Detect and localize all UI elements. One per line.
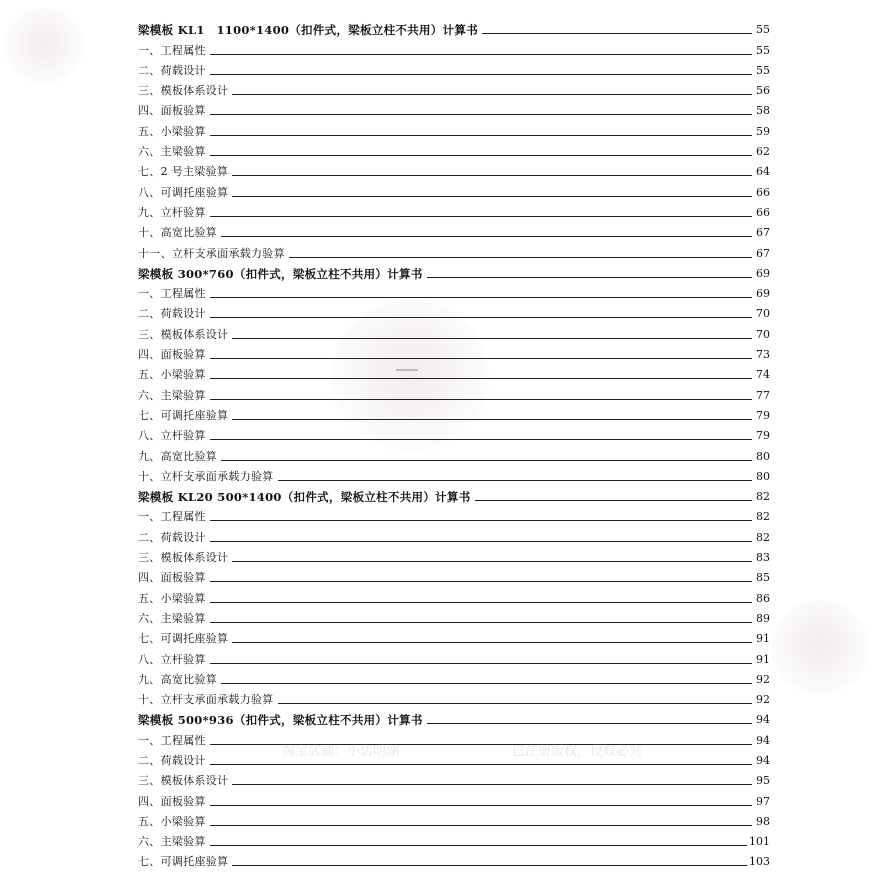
toc-entry-title: 二、荷载设计 (138, 530, 206, 544)
toc-leader-line (232, 337, 752, 339)
watermark-shop-text: 淘宝店铺：小店明湖 (282, 744, 400, 759)
toc-entry-title: 三、模板体系设计 (138, 774, 229, 788)
toc-entry-title: 六、主梁验算 (138, 835, 206, 849)
toc-page-number: 97 (756, 794, 770, 808)
toc-entry-title: 六、主梁验算 (138, 388, 206, 402)
toc-leader-line (210, 377, 752, 379)
toc-page-number: 74 (756, 368, 770, 382)
toc-leader-line (210, 53, 752, 55)
toc-page-number: 73 (756, 348, 770, 362)
toc-page-number: 69 (756, 266, 770, 280)
toc-leader-line (232, 93, 752, 95)
toc-page-number: 91 (756, 632, 770, 646)
toc-leader-line (210, 824, 752, 826)
watermark-mascot-right (770, 600, 870, 700)
toc-page-number: 82 (756, 530, 770, 544)
toc-entry[interactable] (138, 343, 770, 363)
toc-page-number: 69 (756, 287, 770, 301)
toc-entry-title: 三、模板体系设计 (138, 84, 229, 98)
toc-heading[interactable] (138, 485, 770, 505)
toc-leader-line (221, 459, 752, 461)
toc-entry[interactable] (138, 769, 770, 789)
toc-entry[interactable] (138, 424, 770, 444)
toc-page-number: 85 (756, 571, 770, 585)
toc-leader-line (232, 195, 752, 197)
toc-entry[interactable] (138, 38, 770, 58)
toc-leader-line (210, 580, 752, 582)
toc-leader-line (210, 398, 752, 400)
toc-page-number: 89 (756, 611, 770, 625)
toc-entry[interactable] (138, 59, 770, 79)
toc-entry[interactable] (138, 607, 770, 627)
toc-entry[interactable] (138, 79, 770, 99)
toc-entry-title: 五、小梁验算 (138, 124, 206, 138)
toc-entry[interactable] (138, 302, 770, 322)
toc-entry-title: 七、2 号主梁验算 (138, 165, 229, 179)
toc-entry[interactable] (138, 99, 770, 119)
toc-entry[interactable] (138, 201, 770, 221)
toc-heading[interactable] (138, 262, 770, 282)
toc-entry[interactable] (138, 688, 770, 708)
toc-leader-line (210, 763, 752, 765)
toc-entry[interactable] (138, 119, 770, 139)
toc-leader-line (210, 804, 752, 806)
toc-entry-title: 一、工程属性 (138, 733, 206, 747)
watermark-mascot-left (4, 8, 84, 88)
toc-entry-title: 四、面板验算 (138, 794, 206, 808)
toc-leader-line (232, 174, 752, 176)
toc-page-number: 83 (756, 551, 770, 565)
toc-entry[interactable] (138, 627, 770, 647)
toc-page-number: 86 (756, 591, 770, 605)
toc-entry-title: 八、立杆验算 (138, 429, 206, 443)
toc-entry[interactable] (138, 465, 770, 485)
toc-entry[interactable] (138, 668, 770, 688)
toc-entry[interactable] (138, 749, 770, 769)
toc-entry-title: 二、荷载设计 (138, 753, 206, 767)
toc-entry-title: 一、工程属性 (138, 287, 206, 301)
toc-entry[interactable] (138, 728, 770, 748)
toc-entry[interactable] (138, 586, 770, 606)
toc-leader-line (221, 682, 752, 684)
toc-page-number: 64 (756, 165, 770, 179)
toc-entry-title: 十、立杆支承面承载力验算 (138, 693, 274, 707)
toc-page-number: 82 (756, 490, 770, 504)
toc-leader-line (232, 560, 752, 562)
toc-entry[interactable] (138, 647, 770, 667)
toc-page-number: 92 (756, 693, 770, 707)
toc-entry-title: 梁模板 500*936（扣件式，梁板立柱不共用）计算书 (138, 713, 423, 728)
toc-page-number: 55 (756, 43, 770, 57)
watermark-copyright-text: 已注册版权，侵权必究 (512, 744, 643, 759)
toc-entry[interactable] (138, 444, 770, 464)
toc-entry[interactable] (138, 221, 770, 241)
toc-entry[interactable] (138, 566, 770, 586)
toc-entry-title: 二、荷载设计 (138, 63, 206, 77)
toc-leader-line (210, 601, 752, 603)
toc-entry[interactable] (138, 282, 770, 302)
toc-entry[interactable] (138, 140, 770, 160)
toc-entry[interactable] (138, 525, 770, 545)
toc-entry[interactable] (138, 546, 770, 566)
table-of-contents (138, 18, 770, 870)
toc-page-number: 82 (756, 510, 770, 524)
toc-leader-line (210, 438, 752, 440)
toc-entry-title: 四、面板验算 (138, 104, 206, 118)
toc-leader-line (475, 499, 752, 501)
toc-entry[interactable] (138, 505, 770, 525)
toc-leader-line (221, 235, 752, 237)
toc-page-number: 94 (756, 733, 770, 747)
toc-entry-title: 四、面板验算 (138, 348, 206, 362)
toc-leader-line (210, 357, 752, 359)
toc-entry[interactable] (138, 160, 770, 180)
toc-leader-line (278, 702, 752, 704)
toc-entry-title: 八、立杆验算 (138, 652, 206, 666)
toc-leader-line (210, 743, 752, 745)
toc-page-number: 67 (756, 226, 770, 240)
toc-entry-title: 梁模板 KL20 500*1400（扣件式，梁板立柱不共用）计算书 (138, 490, 471, 505)
toc-entry-title: 七、可调托座验算 (138, 632, 229, 646)
toc-entry-title: 十、立杆支承面承载力验算 (138, 469, 274, 483)
toc-entry-title: 九、高宽比验算 (138, 449, 218, 463)
toc-entry-title: 五、小梁验算 (138, 591, 206, 605)
toc-entry-title: 三、模板体系设计 (138, 327, 229, 341)
toc-leader-line (210, 316, 752, 318)
toc-entry[interactable] (138, 363, 770, 383)
toc-entry[interactable] (138, 383, 770, 403)
toc-entry[interactable] (138, 789, 770, 809)
toc-entry-title: 一、工程属性 (138, 510, 206, 524)
toc-entry-title: 七、可调托座验算 (138, 855, 229, 869)
toc-leader-line (210, 540, 752, 542)
toc-page-number: 94 (756, 713, 770, 727)
toc-leader-line (427, 276, 752, 278)
toc-entry[interactable] (138, 810, 770, 830)
toc-entry[interactable] (138, 322, 770, 342)
toc-page-number: 79 (756, 429, 770, 443)
toc-entry[interactable] (138, 850, 770, 870)
toc-entry-title: 七、可调托座验算 (138, 408, 229, 422)
toc-page-number: 67 (756, 246, 770, 260)
toc-leader-line (427, 722, 752, 724)
toc-entry-title: 八、可调托座验算 (138, 185, 229, 199)
toc-entry-title: 五、小梁验算 (138, 368, 206, 382)
toc-page-number: 92 (756, 672, 770, 686)
toc-entry-title: 一、工程属性 (138, 43, 206, 57)
toc-leader-line (232, 641, 752, 643)
toc-leader-line (210, 215, 752, 217)
toc-entry-title: 十、高宽比验算 (138, 226, 218, 240)
toc-entry-title: 六、主梁验算 (138, 145, 206, 159)
toc-page-number: 80 (756, 449, 770, 463)
toc-leader-line (289, 256, 752, 258)
toc-leader-line (210, 621, 752, 623)
toc-heading[interactable] (138, 708, 770, 728)
toc-entry-title: 九、高宽比验算 (138, 672, 218, 686)
toc-leader-line (232, 418, 752, 420)
toc-page-number: 56 (756, 84, 770, 98)
toc-page-number: 95 (756, 774, 770, 788)
toc-entry-title: 六、主梁验算 (138, 611, 206, 625)
toc-page-number: 58 (756, 104, 770, 118)
toc-entry[interactable] (138, 830, 770, 850)
toc-page-number: 66 (756, 205, 770, 219)
toc-page-number: 55 (756, 23, 770, 37)
toc-page-number: 98 (756, 814, 770, 828)
toc-page-number: 103 (749, 855, 770, 869)
toc-entry[interactable] (138, 180, 770, 200)
toc-page-number: 80 (756, 469, 770, 483)
toc-page-number: 79 (756, 408, 770, 422)
toc-heading[interactable] (138, 18, 770, 38)
toc-page-number: 55 (756, 63, 770, 77)
toc-page-number: 94 (756, 753, 770, 767)
toc-leader-line (210, 844, 747, 846)
toc-page-number: 101 (749, 835, 770, 849)
toc-page-number: 77 (756, 388, 770, 402)
toc-leader-line (210, 296, 752, 298)
toc-page-number: 70 (756, 307, 770, 321)
toc-page-number: 66 (756, 185, 770, 199)
toc-page-number: 59 (756, 124, 770, 138)
toc-entry[interactable] (138, 241, 770, 261)
toc-entry-title: 二、荷载设计 (138, 307, 206, 321)
toc-page-number: 70 (756, 327, 770, 341)
toc-leader-line (210, 519, 752, 521)
toc-leader-line (210, 154, 752, 156)
toc-entry-title: 梁模板 300*760（扣件式，梁板立柱不共用）计算书 (138, 266, 423, 281)
toc-entry-title: 梁模板 KL1 1100*1400（扣件式，梁板立柱不共用）计算书 (138, 23, 479, 38)
toc-leader-line (210, 134, 752, 136)
toc-entry-title: 五、小梁验算 (138, 814, 206, 828)
toc-page-number: 91 (756, 652, 770, 666)
toc-entry-title: 九、立杆验算 (138, 205, 206, 219)
toc-leader-line (210, 113, 752, 115)
toc-leader-line (210, 73, 752, 75)
toc-leader-line (210, 662, 752, 664)
toc-entry[interactable] (138, 404, 770, 424)
toc-entry-title: 十一、立杆支承面承载力验算 (138, 246, 285, 260)
toc-entry-title: 四、面板验算 (138, 571, 206, 585)
toc-leader-line (232, 783, 752, 785)
toc-page-number: 62 (756, 145, 770, 159)
toc-leader-line (482, 32, 752, 34)
toc-entry-title: 三、模板体系设计 (138, 551, 229, 565)
toc-leader-line (232, 864, 747, 866)
toc-leader-line (278, 479, 752, 481)
